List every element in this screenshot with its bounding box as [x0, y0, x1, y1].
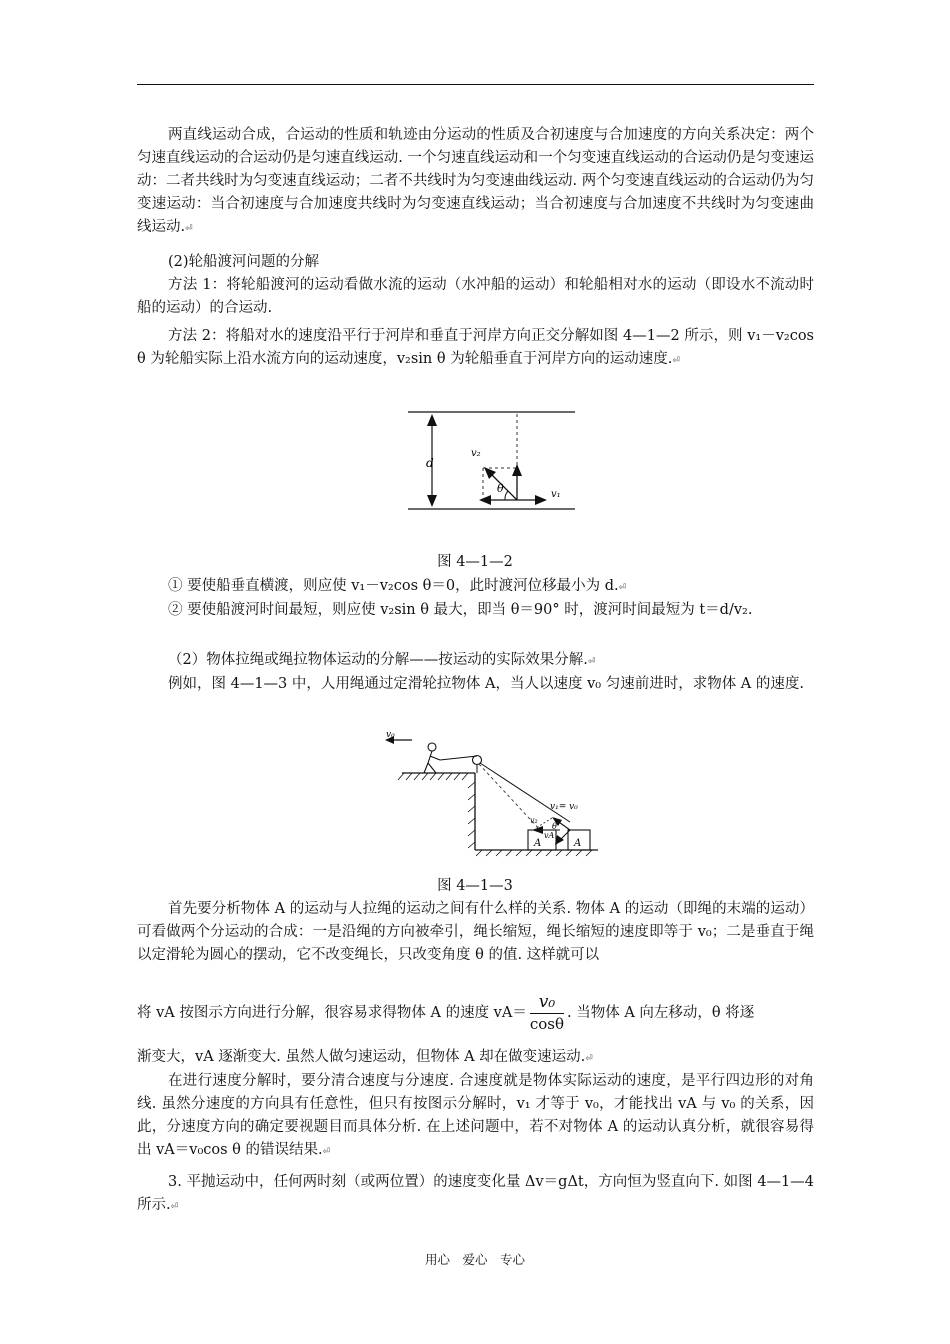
figure-caption-4-1-3: 图 4—1—3: [437, 878, 513, 894]
figure-river-crossing: [405, 408, 585, 516]
label-v2: v₂: [471, 448, 481, 459]
label-block-a-right: A: [574, 838, 582, 849]
paragraph-4: 方法 2：将船对水的速度沿平行于河岸和垂直于河岸方向正交分解如图 4—1—2 所示，则 v₁－v₂cos θ 为轮船实际上沿水流方向的运动速度，v₂sin θ 为轮船垂直于河岸方向的运动速度.⏎: [137, 328, 814, 367]
label-block-a-left: A: [534, 838, 542, 849]
label-theta-fig2: θ: [552, 822, 557, 831]
cliff-hatch: [468, 782, 475, 848]
paragraph-8: 例如，图 4—1—3 中，人用绳通过定滑轮拉物体 A，当人以速度 v₀ 匀速前进时，求物体 A 的速度.: [168, 676, 804, 692]
v1-vector-head: [535, 495, 547, 505]
dashed-parallelogram: [536, 818, 552, 828]
label-v2-fig2: v₂: [530, 816, 538, 825]
paragraph-13: 3. 平抛运动中，任何两时刻（或两位置）的速度变化量 Δv＝gΔt，方向恒为竖直向下. 如图 4—1—4 所示.⏎: [137, 1174, 814, 1213]
paragraph-7: （2）物体拉绳或绳拉物体运动的分解——按运动的实际效果分解.⏎: [168, 652, 595, 668]
width-arrow-up-head: [427, 414, 437, 426]
ground-hatch-bottom: [476, 850, 592, 856]
paragraph-3: 方法 1：将轮船渡河的运动看做水流的运动（水冲船的运动）和轮船相对水的运动（即设水不流动时船的运动）的合运动.: [137, 277, 814, 316]
horizontal-component-head: [479, 495, 491, 505]
paragraph-5: ① 要使船垂直横渡，则应使 v₁－v₂cos θ＝0，此时渡河位移最小为 d.⏎: [168, 578, 626, 594]
label-theta: θ: [497, 482, 504, 495]
page-footer: 用心 爱心 专心: [424, 1252, 525, 1267]
paragraph-10: 将 vA 按图示方向进行分解，很容易求得物体 A 的速度 vA＝ $\frac{\text{v₀}}{\cos\theta}$ . 当物体 A 向左移动，θ 将逐: [137, 992, 755, 1033]
header-rule: [137, 84, 814, 85]
width-arrow-down-head: [427, 495, 437, 507]
label-v1: v₁: [551, 489, 561, 500]
formula-va: $\frac{\text{v₀}}{\cos\theta}$: [529, 992, 565, 1033]
person-arm: [430, 756, 440, 760]
label-d: d: [426, 456, 434, 470]
rope-horizontal: [440, 756, 477, 760]
figure-rope-pulley: [380, 730, 605, 858]
vertical-component-head: [512, 464, 522, 476]
label-va: vA: [544, 831, 555, 840]
person-leg-2: [428, 763, 436, 773]
paragraph-6: ② 要使船渡河时间最短，则应使 v₂sin θ 最大，即当 θ＝90° 时，渡河时间最短为 t＝d/v₂.: [168, 602, 753, 618]
paragraph-1: 两直线运动合成，合运动的性质和轨迹由分运动的性质及合初速度与合加速度的方向关系决定：两个匀速直线运动的合运动仍是匀速直线运动. 一个匀速直线运动和一个匀变速直线运动的合运动仍是匀变速运动：二者共线时为匀变速直线运动；二者不共线时为匀变速曲线运动. 两个匀变速直线运动的合运动仍为匀变速运动：当合初速度与合加速度共线时为匀变速直线运动；当合初速度与合加速度不共线时为匀变速曲线运动.⏎: [137, 127, 814, 235]
label-v0: v₀: [386, 730, 395, 740]
label-v1-eq-v0: v₁= v₀: [550, 802, 578, 812]
paragraph-11: 渐变大，vA 逐渐变大. 虽然人做匀速运动，但物体 A 却在做变速运动.⏎: [137, 1049, 592, 1065]
ground-hatch-top: [398, 773, 468, 780]
paragraph-9: 首先要分析物体 A 的运动与人拉绳的运动之间有什么样的关系. 物体 A 的运动（即绳的末端的运动）可看做两个分运动的合成：一是沿绳的方向被牵引，绳长缩短，绳长缩短的速度即等于 v₀；二是垂直于绳以定滑轮为圆心的摆动，它不改变绳长，只改变角度 θ 的值. 这样就可以: [137, 901, 814, 963]
paragraph-2: (2)轮船渡河问题的分解: [168, 254, 320, 270]
paragraph-12: 在进行速度分解时，要分清合速度与分速度. 合速度就是物体实际运动的速度，是平行四边形的对角线. 虽然分速度的方向具有任意性，但只有按图示分解时，v₁ 才等于 v₀，才能找出 vA 与 v₀ 的关系，因此，分速度方向的确定要视题目而具体分析. 在上述问题中，若不对物体 A 的运动认真分析，就很容易得出 vA＝v₀cos θ 的错误结果.⏎: [137, 1073, 814, 1158]
person-leg-1: [424, 763, 428, 773]
figure-caption-4-1-2: 图 4—1—2: [437, 554, 513, 570]
person-head: [428, 743, 436, 751]
theta-arc: [505, 491, 508, 500]
